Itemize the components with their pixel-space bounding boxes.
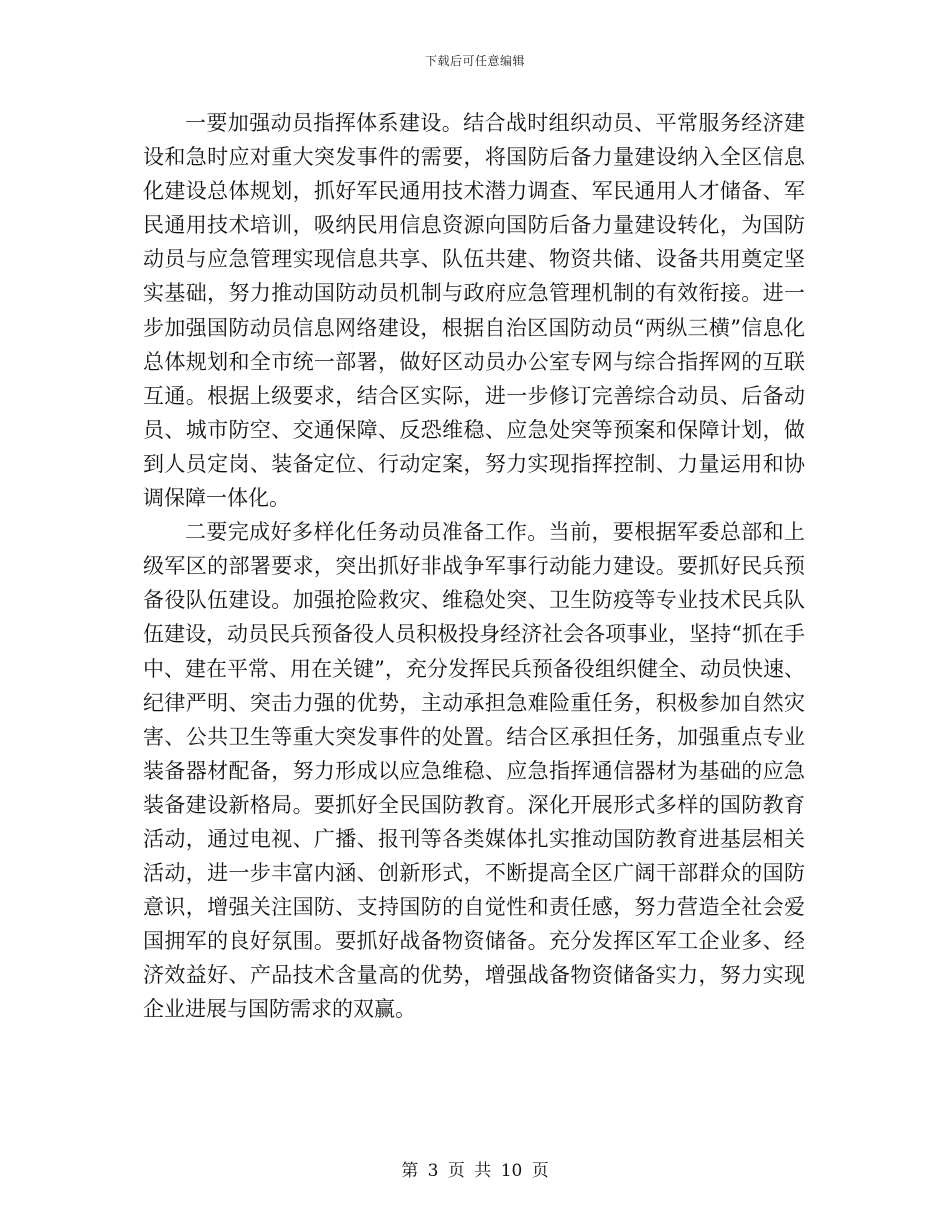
paragraph-mobilization-command: 一要加强动员指挥体系建设。结合战时组织动员、平常服务经济建设和急时应对重大突发事件的需要，将国防后备力量建设纳入全区信息化建设总体规划，抓好军民通用技术潜力调查、军民通用人才储备、军民通用技术培训，吸纳民用信息资源向国防后备力量建设转化，为国防动员与应急管理实现信息共享、队伍共建、物资共储、设备共用奠定坚实基础，努力推动国防动员机制与政府应急管理机制的有效衔接。进一步加强国防动员信息网络建设，根据自治区国防动员“两纵三横”信息化总体规划和全市统一部署，做好区动员办公室专网与综合指挥网的互联互通。根据上级要求，结合区实际，进一步修订完善综合动员、后备动员、城市防空、交通保障、反恐维稳、应急处突等预案和保障计划，做到人员定岗、装备定位、行动定案，努力实现指挥控制、力量运用和协调保障一体化。	[143, 111, 805, 511]
page-number: 第 3 页 共 10 页	[401, 1161, 549, 1181]
paragraph-diverse-tasks: 二要完成好多样化任务动员准备工作。当前，要根据军委总部和上级军区的部署要求，突出抓好非战争军事行动能力建设。要抓好民兵预备役队伍建设。加强抢险救灾、维稳处突、卫生防疫等专业技术民兵队伍建设，动员民兵预备役人员积极投身经济社会各项事业，坚持“抓在手中、建在平常、用在关键”，充分发挥民兵预备役组织健全、动员快速、纪律严明、突击力强的优势，主动承担急难险重任务，积极参加自然灾害、公共卫生等重大突发事件的处置。结合区承担任务，加强重点专业装备器材配备，努力形成以应急维稳、应急指挥通信器材为基础的应急装备建设新格局。要抓好全民国防教育。深化开展形式多样的国防教育活动，通过电视、广播、报刊等各类媒体扎实推动国防教育进基层相关活动，进一步丰富内涵、创新形式，不断提高全区广阔干部群众的国防意识，增强关注国防、支持国防的自觉性和责任感，努力营造全社会爱国拥军的良好氛围。要抓好战备物资储备。充分发挥区军工企业多、经济效益好、产品技术含量高的优势，增强战备物资储备实力，努力实现企业进展与国防需求的双赢。	[143, 520, 805, 1022]
page-header: 下载后可任意编辑	[424, 54, 525, 68]
body-text	[143, 106, 805, 1027]
